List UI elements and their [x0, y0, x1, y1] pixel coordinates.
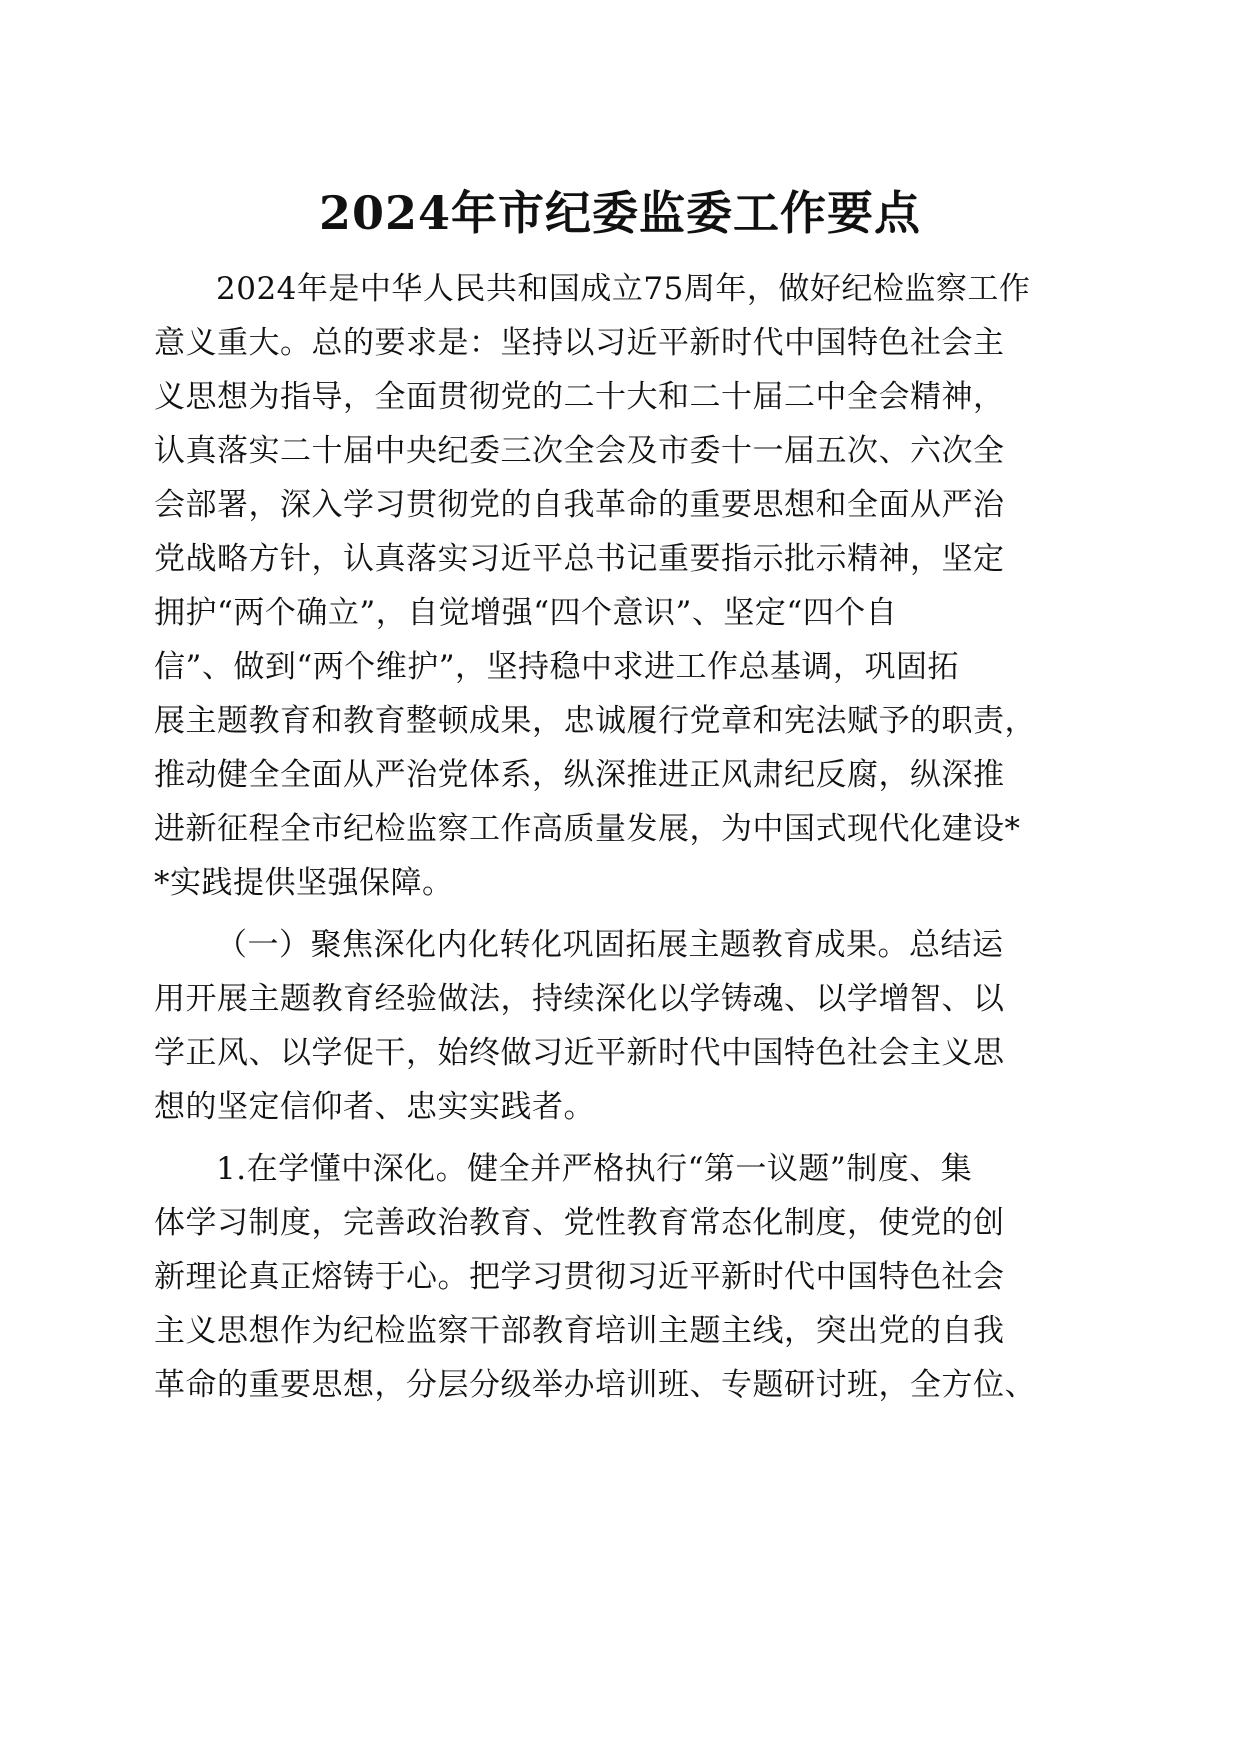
text-line: 会部署，深入学习贯彻党的自我革命的重要思想和全面从严治: [154, 487, 1005, 523]
paragraph-intro: [154, 262, 1084, 910]
text-line: 义思想为指导，全面贯彻党的二十大和二十届二中全会精神，: [154, 379, 1005, 415]
text-line: 用开展主题教育经验做法，持续深化以学铸魂、以学增智、以: [154, 981, 1005, 1017]
text-line: 信”、做到“两个维护”，坚持稳中求进工作总基调，巩固拓: [154, 649, 960, 685]
text-line: 想的坚定信仰者、忠实实践者。: [154, 1089, 595, 1125]
document-body: [154, 262, 1084, 1412]
section-heading-line: （一）聚焦深化内化转化巩固拓展主题教育成果。总结运: [216, 927, 1004, 963]
text-line: 主义思想作为纪检监察干部教育培训主题主线，突出党的自我: [154, 1313, 1005, 1349]
text-line: *实践提供坚强保障。: [154, 865, 454, 901]
text-line: 推动健全全面从严治党体系，纵深推进正风肃纪反腐，纵深推: [154, 757, 1005, 793]
text-line: 新理论真正熔铸于心。把学习贯彻习近平新时代中国特色社会: [154, 1259, 1005, 1295]
text-line: 革命的重要思想，分层分级举办培训班、专题研讨班，全方位、: [154, 1367, 1036, 1403]
text-line: 拥护“两个确立”，自觉增强“四个意识”、坚定“四个自: [154, 595, 898, 631]
document-title: 2024年市纪委监委工作要点: [318, 186, 922, 240]
paragraph-section-one: [154, 918, 1084, 1134]
text-line: 进新征程全市纪检监察工作高质量发展，为中国式现代化建设*: [154, 811, 1021, 847]
text-line: 展主题教育和教育整顿成果，忠诚履行党章和宪法赋予的职责，: [154, 703, 1036, 739]
text-line: 体学习制度，完善政治教育、党性教育常态化制度，使党的创: [154, 1205, 1005, 1241]
item-heading-line: 1.在学懂中深化。健全并严格执行“第一议题”制度、集: [216, 1151, 973, 1187]
text-line: 2024年是中华人民共和国成立75周年，做好纪检监察工作: [216, 271, 1031, 307]
paragraph-item-one: [154, 1142, 1084, 1412]
text-line: 认真落实二十届中央纪委三次全会及市委十一届五次、六次全: [154, 433, 1005, 469]
text-line: 学正风、以学促干，始终做习近平新时代中国特色社会主义思: [154, 1035, 1005, 1071]
text-line: 意义重大。总的要求是：坚持以习近平新时代中国特色社会主: [154, 325, 1005, 361]
text-line: 党战略方针，认真落实习近平总书记重要指示批示精神，坚定: [154, 541, 1005, 577]
